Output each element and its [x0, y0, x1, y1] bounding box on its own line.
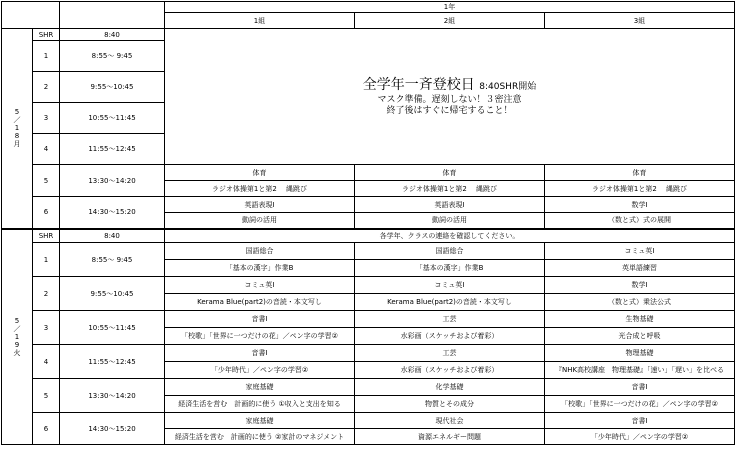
- period-time: 10:55～11:45: [60, 103, 165, 134]
- period-number: 6: [33, 197, 60, 229]
- subject-cell: 音書Ⅰ: [545, 379, 735, 396]
- period-time: 9:55～10:45: [60, 277, 165, 311]
- period-time: 8:55～ 9:45: [60, 41, 165, 72]
- content-cell: 光合成と呼吸: [545, 328, 735, 345]
- subject-cell: 音書Ⅰ: [165, 345, 355, 362]
- period-number: SHR: [33, 29, 60, 41]
- subject-cell: コミュ英Ⅰ: [165, 277, 355, 294]
- content-cell: Kerama Blue(part2)の音読・本文写し: [355, 294, 545, 311]
- period-time: 10:55～11:45: [60, 311, 165, 345]
- announcement-line: マスク準備。遅刻しない！３密注意: [377, 94, 522, 105]
- content-cell: 「少年時代」／ペン字の学習②: [545, 429, 735, 445]
- subject-cell: 英語表現Ⅰ: [355, 197, 545, 213]
- period-number: 4: [33, 345, 60, 379]
- content-cell: ラジオ体操第1と第2 縄跳び: [545, 181, 735, 197]
- subject-cell: 化学基礎: [355, 379, 545, 396]
- period-number: 1: [33, 41, 60, 72]
- class-header-1: 1組: [165, 13, 355, 29]
- period-number: 1: [33, 243, 60, 277]
- period-time: 8:40: [60, 29, 165, 41]
- time-header-cell: [60, 2, 165, 29]
- subject-cell: 国語総合: [355, 243, 545, 260]
- period-number: 2: [33, 72, 60, 103]
- content-cell: 物質とその成分: [355, 396, 545, 413]
- period-time: 8:55～ 9:45: [60, 243, 165, 277]
- period-number: 5: [33, 379, 60, 413]
- period-number: 4: [33, 134, 60, 165]
- subject-cell: 数学Ⅰ: [545, 197, 735, 213]
- subject-cell: 数学Ⅰ: [545, 277, 735, 294]
- period-time: 8:40: [60, 229, 165, 243]
- content-cell: 「校歌」「世界に一つだけの花」／ペン字の学習②: [165, 328, 355, 345]
- subject-cell: 工芸: [355, 345, 545, 362]
- content-cell: 英単語練習: [545, 260, 735, 277]
- content-cell: 水彩画（スケッチおよび着彩）: [355, 362, 545, 379]
- period-time: 14:30～15:20: [60, 413, 165, 445]
- subject-cell: 国語総合: [165, 243, 355, 260]
- content-cell: 資源エネルギー問題: [355, 429, 545, 445]
- period-time: 13:30～14:20: [60, 379, 165, 413]
- announcement-line: 終了後はすぐに帰宅すること！: [386, 105, 513, 116]
- subject-cell: 体育: [545, 165, 735, 181]
- content-cell: （数と式）式の展開: [545, 213, 735, 229]
- subject-cell: 英語表現Ⅰ: [165, 197, 355, 213]
- subject-cell: 体育: [355, 165, 545, 181]
- content-cell: 「校歌」「世界に一つだけの花」／ペン字の学習②: [545, 396, 735, 413]
- content-cell: 動詞の活用: [165, 213, 355, 229]
- day-label-519: 5 ／ 1 9 火: [2, 229, 33, 445]
- subject-cell: 家庭基礎: [165, 413, 355, 429]
- content-cell: （数と式）乗法公式: [545, 294, 735, 311]
- subject-cell: 音書Ⅰ: [545, 413, 735, 429]
- period-time: 13:30～14:20: [60, 165, 165, 197]
- shr-note: 各学年、クラスの連絡を確認してください。: [165, 229, 735, 243]
- subject-cell: 音書Ⅰ: [165, 311, 355, 328]
- content-cell: ラジオ体操第1と第2 縄跳び: [355, 181, 545, 197]
- content-cell: 「少年時代」／ペン字の学習②: [165, 362, 355, 379]
- announcement-title: 全学年一斉登校日 8:40SHR開始: [362, 76, 537, 93]
- corner-cell: [2, 2, 60, 29]
- content-cell: 動詞の活用: [355, 213, 545, 229]
- content-cell: Kerama Blue(part2)の音読・本文写し: [165, 294, 355, 311]
- subject-cell: コミュ英Ⅰ: [545, 243, 735, 260]
- period-time: 14:30～15:20: [60, 197, 165, 229]
- timetable: [1, 1, 735, 445]
- subject-cell: 現代社会: [355, 413, 545, 429]
- period-time: 11:55～12:45: [60, 345, 165, 379]
- subject-cell: 工芸: [355, 311, 545, 328]
- subject-cell: 家庭基礎: [165, 379, 355, 396]
- period-number: 2: [33, 277, 60, 311]
- subject-cell: 物理基礎: [545, 345, 735, 362]
- subject-cell: 生物基礎: [545, 311, 735, 328]
- period-number: 3: [33, 311, 60, 345]
- class-header-3: 3組: [545, 13, 735, 29]
- content-cell: 経済生活を営む 計画的に使う ①収入と支出を知る: [165, 396, 355, 413]
- content-cell: ラジオ体操第1と第2 縄跳び: [165, 181, 355, 197]
- content-cell: 水彩画（スケッチおよび着彩）: [355, 328, 545, 345]
- period-number: 6: [33, 413, 60, 445]
- subject-cell: 体育: [165, 165, 355, 181]
- announcement-cell: [165, 29, 735, 165]
- period-number: 3: [33, 103, 60, 134]
- content-cell: 「基本の漢字」作業B: [165, 260, 355, 277]
- year-header: 1年: [165, 2, 735, 13]
- content-cell: 『NHK高校講座 物理基礎』「速い」「遅い」を比べる: [545, 362, 735, 379]
- period-time: 11:55～12:45: [60, 134, 165, 165]
- subject-cell: コミュ英Ⅰ: [355, 277, 545, 294]
- period-number: 5: [33, 165, 60, 197]
- content-cell: 経済生活を営む 計画的に使う ②家計のマネジメント: [165, 429, 355, 445]
- period-number: SHR: [33, 229, 60, 243]
- content-cell: 「基本の漢字」作業B: [355, 260, 545, 277]
- class-header-2: 2組: [355, 13, 545, 29]
- day-label-518: 5 ／ 1 8 月: [2, 29, 33, 229]
- period-time: 9:55～10:45: [60, 72, 165, 103]
